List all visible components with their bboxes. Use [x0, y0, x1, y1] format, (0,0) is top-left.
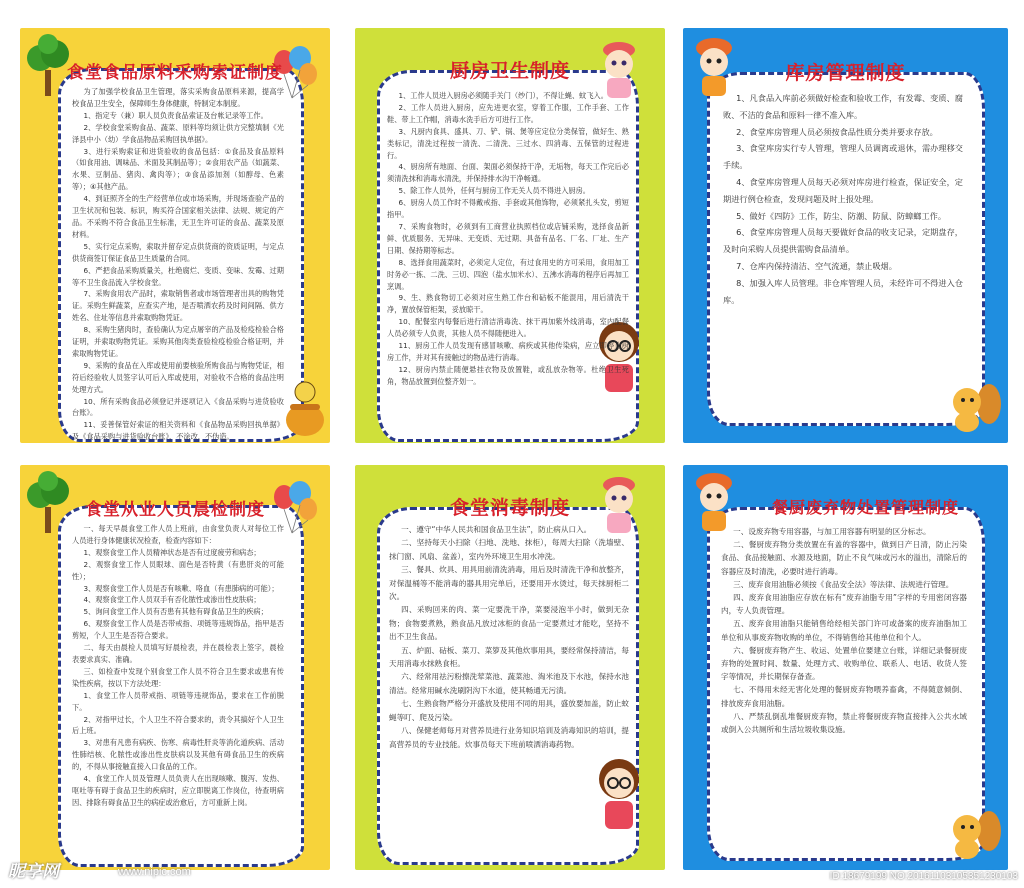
paragraph: 一、设废弃物专用容器，与加工用容器有明显的区分标志。	[733, 527, 931, 536]
board-morning-check	[20, 465, 330, 870]
paragraph: 四、废弃食用油脂应存放在标有“废弃油脂专用”字样的专用密闭容器内，专人负责管理。	[721, 593, 967, 616]
paragraph: 二、餐厨废弃物分类放置在有盖的容器中，做到日产日清，防止污染食品、食品接触面、水源及地面，防止不良气味或污水的溢出，清除后的容器应及时清洗，必要时进行消毒。	[721, 540, 967, 576]
paragraph: 11、厨房工作人员发现有感冒咳嗽、病疾或其他传染病，应立即停止厨房工作，并对其有接触过的物品进行消毒。	[387, 341, 629, 362]
paragraph: 四、采购回来的肉、菜一定要洗干净，菜要浸泡半小时，做到无杂物；食物要煮熟，熟食品凡放过冰柜的食品一定要煮过才能吃，坚持不出不卫生食品。	[389, 605, 629, 642]
board-body	[387, 90, 629, 426]
paragraph: 七、生熟食物严格分开盛放及使用不同的用具，盛放要加盖，防止蚊蝇等叮、爬及污染。	[389, 699, 629, 722]
paragraph: 1、工作人员进入厨房必须随手关门（纱门），不得让蝇、蚊飞入。	[398, 91, 608, 100]
paragraph: 八、严禁乱倒乱堆餐厨废弃物，禁止将餐厨废弃物直接排入公共水域或倒入公共厕所和生活垃圾收集设施。	[721, 711, 967, 735]
paragraph: 6、食堂库房管理人员每天要做好食品的收支记录，定期盘存，及时向采购人员提供需购食品清单。	[723, 227, 963, 255]
paragraph: 五、废弃食用油脂只能销售给经相关部门许可或备案的废弃油脂加工单位和从事废弃物收购的单位，不得销售给其他单位和个人。	[721, 619, 967, 642]
paragraph: 三、如检查中发现个别食堂工作人员不符合卫生要求或患有传染性疾病，按以下方法处理：	[72, 666, 284, 688]
paragraph: 为了加强学校食品卫生管理，落实采购食品原料来源，提高学校食品卫生安全，保障师生身体健康，特制定本制度。	[72, 87, 284, 108]
board-body	[72, 86, 284, 442]
paragraph: 二、每天由晨检人员填写好晨检表，并在晨检表上签字，晨检表要求真实、准确。	[72, 643, 284, 664]
paragraph: 10、配餐室内每餐后进行清洁消毒洗、抹干再加紫外线消毒，室内配餐人员必须专人负责，其他人员不得随便进入。	[387, 317, 629, 339]
paragraph: 2、对指甲过长，个人卫生不符合要求的，责令其搞好个人卫生后上班。	[72, 714, 284, 736]
paragraph: 3、对患有凡患有病疾、伤寒、病毒性肝炎等消化道疾病、活动性肺结核、化脓性或渗出性皮肤病以及其他有碍食品卫生的疾病的，不得从事接触直接入口食品的工作。	[72, 738, 284, 772]
board-body	[389, 523, 629, 849]
paragraph: 9、采购的食品在入库或使用前要核验所购食品与购物凭证，相符后经验收人员签字认可后入库或使用，对验收不合格的食品注明处理方式。	[72, 360, 284, 394]
paragraph: 8、选择食用蔬菜时，必须定人定位，有过食用史的方可采用，食用加工时务必一拣、二洗、三切、四泡（盐水加米水）、五沸水消毒的程序后再加工烹调。	[387, 257, 629, 291]
paragraph: 2、学校食堂采购食品、蔬菜、原料等均须让供方完整填制《光泽县中小（幼）学食品物品采购回执单据》。	[72, 122, 284, 144]
watermark-url: www.nipic.com	[118, 866, 191, 878]
board-body	[721, 525, 967, 847]
paragraph: 8、采购生猪肉时，查验确认为定点屠宰的产品及检疫检验合格证明，并索取购物凭证。采购其他肉类查验检疫检验合格证明，并索取购物凭证。	[72, 325, 284, 358]
paragraph: 三、废弃食用油脂必须按《食品安全法》等法律、法规进行管理。	[733, 579, 954, 589]
paragraph: 7、采购食物时，必须到有工商营业执照档位或店铺采购，选择食品新鲜、优质服务、无异味、无变质、无过期、具备有品名、厂名、厂址、生产日期、保持期等标志。	[387, 221, 629, 255]
board-disinfection	[355, 465, 665, 870]
paragraph: 5、除工作人员外，任何与厨房工作无关人员不得进入厨房。	[398, 186, 590, 196]
paragraph: 8、加强入库人员管理。非仓库管理人员，未经许可不得进入仓库。	[723, 277, 963, 305]
paragraph: 3、凡厨内食具、盛具、刀、铲、锅、煲等应定位分类保管，做好生、熟类标记，清洗过程按一清洗、二清洗、三过水、四消毒、五保管的过程进行。	[387, 126, 629, 160]
board-title: 餐厨废弃物处置管理制度	[771, 498, 959, 517]
paragraph: 9、生、熟食物切工必须对应生熟工作台和砧板不能混用，用后清洗干净，置放保管柜架，妥放晾干。	[387, 293, 629, 315]
paragraph: 一、遵守“中华人民共和国食品卫生法”，防止病从口入。	[401, 525, 592, 534]
paragraph: 2、工作人员进入厨房，应先进更衣室，穿着工作服，工作手套、工作鞋、带上工作帽，消毒水洗手后方可进行工作。	[387, 102, 629, 124]
paragraph: 一、每天早晨食堂工作人员上班前，由食堂负责人对每位工作人员进行身体健康状况检查，检查内容如下：	[72, 524, 284, 545]
board-title: 食堂从业人员晨检制度	[85, 500, 265, 520]
paragraph: 7、仓库内保持清洁、空气流通，禁止吸烟。	[736, 260, 897, 271]
board-kitchen-waste	[683, 465, 1008, 870]
paragraph: 1、指定专（兼）职人员负责食品索证及台帐记录等工作。	[83, 110, 268, 120]
board-body	[72, 523, 284, 849]
paragraph: 三、餐具、炊具、用具用前清洗消毒，用后及时清洗干净和放整齐，对保温桶等不能消毒的器具用完单后，还要用开水烫过，每天抹厨柜二次。	[389, 565, 629, 602]
paragraph: 5、做好《四防》工作，防尘、防潮、防鼠、防蟑螂工作。	[736, 210, 947, 221]
board-title: 厨房卫生制度	[449, 60, 570, 82]
paragraph: 1、观察食堂工作人员精神状态是否有过度疲劳和病态；	[83, 547, 261, 557]
paragraph: 二、坚持每天小扫除（扫地、洗地、抹柜），每周大扫除（洗墙壁、抹门窗、风扇、盆盖），室内外环境卫生用水冲洗。	[389, 538, 629, 561]
honey-pot-icon	[282, 378, 328, 438]
paragraph: 3、观察食堂工作人员是否有咳嗽、咯血（有患肺病的可能）；	[83, 583, 279, 593]
paragraph: 11、妥善保管好索证的相关资料和《食品物品采购回执单据》及《食品采购与进货验收台账》，不涂改，不伪造。	[72, 420, 284, 442]
watermark-brand: 昵享网	[8, 862, 59, 881]
paragraph: 1、食堂工作人员带戒指、项链等违规饰品，要求在工作前脱下。	[72, 690, 284, 712]
paragraph: 2、观察食堂工作人员眼球、面色是否特黄（有患肝炎的可能性）；	[72, 559, 284, 581]
paragraph: 八、保健老师每月对营养员进行业务知识培训及消毒知识的培训，提高营养员的专业技能。炊事员每天下班前喷洒消毒药物。	[389, 726, 629, 749]
paragraph: 4、厨房所有地面、台面、架面必须保持干净，无垢物，每天工作完后必须清洗抹和消毒水清洗，并保持排水沟干净畅通。	[387, 162, 629, 184]
paragraph: 七、不得用未经无害化处理的餐厨废弃物喂养畜禽，不得随意倾倒、排放废弃食用油脂。	[721, 685, 967, 708]
paragraph: 6、观察食堂工作人员是否带戒指、项链等违规饰品，指甲是否剪短，个人卫生是否符合要求。	[72, 619, 284, 641]
paragraph: 4、食堂库房管理人员每天必须对库房进行检查，保证安全，定期进行例仓检查，发现问题及时上报处理。	[723, 176, 963, 204]
paragraph: 六、经常用祛污粉擦洗荤菜池、蔬菜池、淘米池及下水池，保持水池清洁。经常用碱水洗刷阴沟下水道，使其畅通无污渍。	[389, 672, 629, 695]
board-procurement	[20, 28, 330, 443]
paragraph: 12、厨房内禁止随便悬挂衣物及放置鞋，或乱放杂物等。杜绝卫生死角，物品放置到位整齐划一。	[387, 364, 629, 386]
paragraph: 2、食堂库房管理人员必须按食品性质分类并要求存放。	[736, 126, 938, 137]
paragraph: 4、到证照齐全的生产经营单位或市场采购，并现场查验产品的卫生状况和包装、标识，购买符合国家相关法律、法规、规定的产品。不采购不符合食品卫生标准，无卫生许可证的食品、蔬菜及原材料。	[72, 194, 284, 239]
paragraph: 5、询问食堂工作人员有否患有其他有碍食品卫生的疾病；	[83, 607, 268, 617]
board-body	[723, 90, 963, 416]
paragraph: 6、厨房人员工作时不得戴戒指、手套或其他饰物，必须紧扎头发，剪短指甲。	[387, 198, 629, 220]
board-title: 食堂食品原料采购索证制度	[67, 63, 283, 83]
paragraph: 六、餐厨废弃物产生、收运、处置单位要建立台账，详细记录餐厨废弃物的处置时间、数量、处理方式、收购单位、联系人、电话、收货人签字等情况，并长期保存备查。	[721, 645, 967, 682]
board-title: 食堂消毒制度	[449, 497, 570, 519]
paragraph: 10、所有采购食品必须登记并逐项记入《食品采购与进货验收台账》。	[72, 396, 284, 418]
paragraph: 3、食堂库房实行专人管理，管理人员调离或退休，需办理移交手续。	[723, 143, 963, 171]
paragraph: 4、食堂工作人员及管理人员负责人在出现咳嗽、腹泻、发热、呕吐等有碍于食品卫生的疾病时，应立即脱离工作岗位，待查明病因、排除有碍食品卫生的病症或治愈后，方可重新上岗。	[72, 774, 284, 807]
board-title: 库房管理制度	[785, 62, 906, 84]
paragraph: 五、炉面、砧板、菜刀、菜箩及其他炊事用具，要经常保持清洁，每天用消毒水抹熟食柜。	[389, 645, 629, 669]
board-kitchen-hygiene	[355, 28, 665, 443]
image-id-label: ID:18679199 NO:20161103105351230103	[829, 871, 1018, 882]
paragraph: 3、进行采购索证和进货验收的食品包括：①食品及食品原料（如食用油、调味品、米面及其制品等）；②食用农产品（如蔬菜、水果、豆制品、猪肉、禽肉等）；③食品添加剂（如醇母、色素等）；④其他产品。	[72, 146, 284, 192]
paragraph: 7、采购食用农产品时，索取销售者或市场管理者出具的购物凭证。采购生鲜蔬菜，应查实产地，是否喷洒农药及时间间隔、供方姓名、住址等信息并索取购物凭证。	[72, 289, 284, 323]
paragraph: 4、观察食堂工作人员双手有否化脓性或渗出性皮肤病；	[83, 595, 261, 605]
paragraph: 1、凡食品入库前必须做好检查和验收工作，有发霉、变质、腐败、不洁的食品和原料一律不准入库。	[723, 93, 963, 120]
board-warehouse	[683, 28, 1008, 443]
paragraph: 6、严把食品采购质量关，杜绝腐烂、变质、变味、发霉、过期等不卫生食品流入学校食堂。	[72, 265, 284, 287]
paragraph: 5、实行定点采购，索取并留存定点供货商的资质证明，与定点供货商签订保证食品卫生质量的合同。	[72, 241, 284, 263]
